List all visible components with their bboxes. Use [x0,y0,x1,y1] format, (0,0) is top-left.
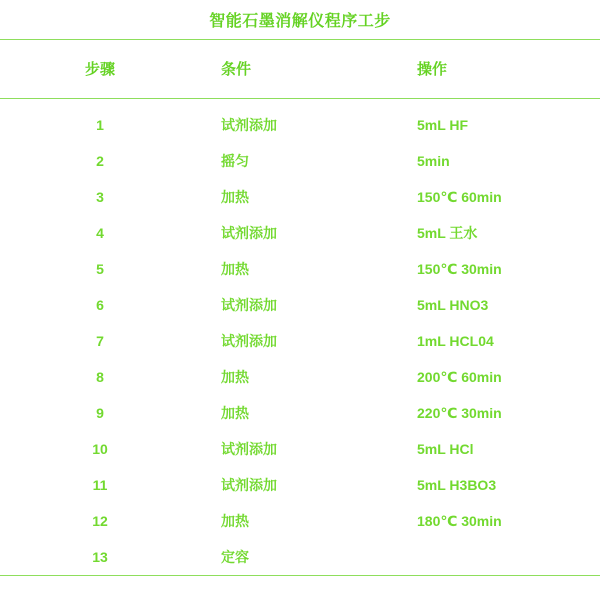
cell-condition: 加热 [221,369,249,386]
cell-operation: 220℃ 30min [417,404,502,421]
cell-step: 8 [96,369,104,386]
cell-operation: 200℃ 60min [417,368,502,385]
cell-condition: 试剂添加 [221,333,277,350]
cell-condition: 试剂添加 [221,225,277,242]
cell-step: 7 [96,333,104,350]
cell-step: 2 [96,153,104,170]
cell-condition: 加热 [221,189,249,206]
cell-condition: 加热 [221,405,249,422]
cell-step: 3 [96,189,104,206]
table-row [0,503,600,539]
table-row [0,323,600,359]
table-row [0,287,600,323]
cell-condition: 试剂添加 [221,117,277,134]
footer-space [0,576,600,594]
divider-header [0,98,600,99]
cell-operation: 5mL HF [417,117,469,134]
procedure-table [0,107,600,575]
table-row [0,215,600,251]
cell-operation: 180℃ 30min [417,512,502,529]
table-body [0,107,600,575]
table-row [0,431,600,467]
table-row [0,395,600,431]
cell-step: 12 [92,513,108,530]
cell-operation: 5mL HCl [417,441,474,458]
cell-condition: 试剂添加 [221,477,277,494]
table-row [0,179,600,215]
cell-operation: 150℃ 60min [417,188,502,205]
cell-step: 11 [92,477,108,494]
cell-condition: 加热 [221,261,249,278]
procedure-table-header [0,39,600,98]
cell-operation: 5mL 王水 [417,225,478,242]
cell-operation: 5mL H3BO3 [417,477,497,494]
cell-condition: 定容 [221,549,249,566]
table-row [0,467,600,503]
cell-step: 6 [96,297,104,314]
page-title: 智能石墨消解仪程序工步 [209,12,391,30]
cell-operation: 5mL HNO3 [417,297,489,314]
table-row [0,251,600,287]
cell-step: 1 [96,117,104,134]
cell-step: 4 [96,225,104,242]
cell-operation: 5min [417,153,450,170]
column-header-operation: 操作 [417,61,448,79]
cell-step: 5 [96,261,104,278]
table-header-row [0,39,600,98]
cell-operation: 150℃ 30min [417,260,502,277]
table-body-area [0,99,600,575]
column-header-condition: 条件 [221,61,252,79]
cell-step: 10 [92,441,108,458]
table-row [0,359,600,395]
table-row [0,143,600,179]
cell-condition: 加热 [221,513,249,530]
cell-step: 13 [92,549,108,566]
column-header-step: 步骤 [84,61,115,79]
cell-step: 9 [96,405,104,422]
cell-condition: 摇匀 [221,153,249,170]
cell-condition: 试剂添加 [221,297,277,314]
table-row [0,107,600,143]
cell-operation [396,539,600,575]
table-header-wrap [0,39,600,99]
title-area [0,0,600,39]
table-row [0,539,600,575]
cell-condition: 试剂添加 [221,441,277,458]
cell-operation: 1mL HCL04 [417,333,494,350]
